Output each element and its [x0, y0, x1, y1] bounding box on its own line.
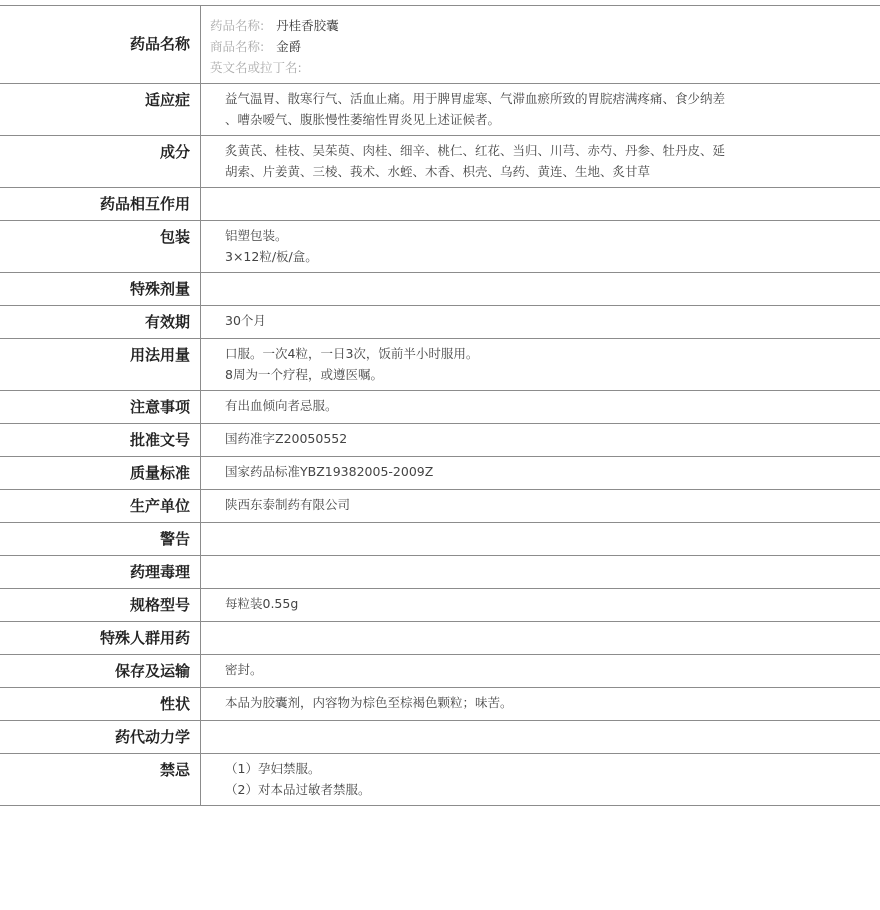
row-value — [201, 6, 880, 83]
row-standard — [0, 456, 880, 489]
row-indications — [0, 83, 880, 135]
row-label: 质量标准 — [0, 457, 201, 489]
row-special-population — [0, 621, 880, 654]
packaging-line-2: 3×12粒/板/盒。 — [225, 249, 318, 264]
ingredients-line-2: 胡索、片姜黄、三棱、莪术、水蛭、木香、枳壳、乌药、黄连、生地、炙甘草 — [225, 164, 651, 179]
row-label: 药代动力学 — [0, 721, 201, 753]
appearance-value: 本品为胶囊剂，内容物为棕色至棕褐色颗粒；味苦。 — [225, 695, 513, 710]
precautions-value: 有出血倾向者忌服。 — [225, 398, 338, 413]
row-label: 药品名称 — [0, 6, 201, 83]
row-precautions — [0, 390, 880, 423]
row-value — [201, 424, 880, 456]
row-label: 用法用量 — [0, 339, 201, 390]
row-value — [201, 273, 880, 305]
packaging-line-1: 铝塑包装。 — [225, 228, 288, 243]
row-label: 性状 — [0, 688, 201, 720]
row-value — [201, 457, 880, 489]
row-value — [201, 306, 880, 338]
row-value — [201, 523, 880, 555]
row-warning — [0, 522, 880, 555]
english-name-line — [210, 57, 880, 78]
row-label: 生产单位 — [0, 490, 201, 522]
row-value — [201, 490, 880, 522]
row-drug-name — [0, 5, 880, 83]
row-label: 药理毒理 — [0, 556, 201, 588]
indications-line-2: 、嘈杂嗳气、腹胀慢性萎缩性胃炎见上述证候者。 — [225, 112, 501, 127]
row-label: 注意事项 — [0, 391, 201, 423]
row-value — [201, 84, 880, 135]
indications-line-1: 益气温胃、散寒行气、活血止痛。用于脾胃虚寒、气滞血瘀所致的胃脘痞满疼痛、食少纳差 — [225, 91, 726, 106]
generic-name-line — [210, 15, 880, 36]
row-value — [201, 655, 880, 687]
row-label: 有效期 — [0, 306, 201, 338]
row-label: 药品相互作用 — [0, 188, 201, 220]
row-packaging — [0, 220, 880, 272]
row-specification — [0, 588, 880, 621]
row-interactions — [0, 187, 880, 220]
row-value — [201, 391, 880, 423]
specification-value: 每粒装0.55g — [225, 596, 299, 611]
generic-name-value: 丹桂香胶囊 — [276, 18, 339, 33]
trade-name-label: 商品名称: — [210, 39, 265, 54]
row-value — [201, 622, 880, 654]
contraindications-line-1: （1）孕妇禁服。 — [225, 761, 321, 776]
row-toxicology — [0, 555, 880, 588]
row-appearance — [0, 687, 880, 720]
english-name-label: 英文名或拉丁名: — [210, 60, 302, 75]
shelf-life-value: 30个月 — [225, 313, 266, 328]
row-value — [201, 136, 880, 187]
approval-value: 国药准字Z20050552 — [225, 431, 348, 446]
storage-value: 密封。 — [225, 662, 263, 677]
row-label: 规格型号 — [0, 589, 201, 621]
row-ingredients — [0, 135, 880, 187]
row-storage — [0, 654, 880, 687]
row-value — [201, 589, 880, 621]
row-label: 成分 — [0, 136, 201, 187]
drug-info-table — [0, 5, 880, 806]
trade-name-line — [210, 36, 880, 57]
row-label: 特殊剂量 — [0, 273, 201, 305]
row-special-dosage — [0, 272, 880, 305]
row-label: 批准文号 — [0, 424, 201, 456]
row-label: 包装 — [0, 221, 201, 272]
usage-line-2: 8周为一个疗程，或遵医嘱。 — [225, 367, 383, 382]
trade-name-value: 金爵 — [276, 39, 302, 54]
row-shelf-life — [0, 305, 880, 338]
row-value — [201, 754, 880, 805]
row-value — [201, 688, 880, 720]
row-value — [201, 339, 880, 390]
contraindications-line-2: （2）对本品过敏者禁服。 — [225, 782, 371, 797]
usage-line-1: 口服。一次4粒，一日3次，饭前半小时服用。 — [225, 346, 479, 361]
row-pharmacokinetics — [0, 720, 880, 753]
row-value — [201, 221, 880, 272]
row-manufacturer — [0, 489, 880, 522]
standard-value: 国家药品标准YBZ19382005-2009Z — [225, 464, 434, 479]
row-value — [201, 721, 880, 753]
generic-name-label: 药品名称: — [210, 18, 265, 33]
row-label: 禁忌 — [0, 754, 201, 805]
row-value — [201, 188, 880, 220]
manufacturer-value: 陕西东泰制药有限公司 — [225, 497, 351, 512]
row-usage — [0, 338, 880, 390]
ingredients-line-1: 炙黄芪、桂枝、吴茱萸、肉桂、细辛、桃仁、红花、当归、川芎、赤芍、丹参、牡丹皮、延 — [225, 143, 726, 158]
row-label: 保存及运输 — [0, 655, 201, 687]
row-label: 特殊人群用药 — [0, 622, 201, 654]
row-label: 适应症 — [0, 84, 201, 135]
row-contraindications — [0, 753, 880, 806]
row-value — [201, 556, 880, 588]
row-label: 警告 — [0, 523, 201, 555]
row-approval — [0, 423, 880, 456]
